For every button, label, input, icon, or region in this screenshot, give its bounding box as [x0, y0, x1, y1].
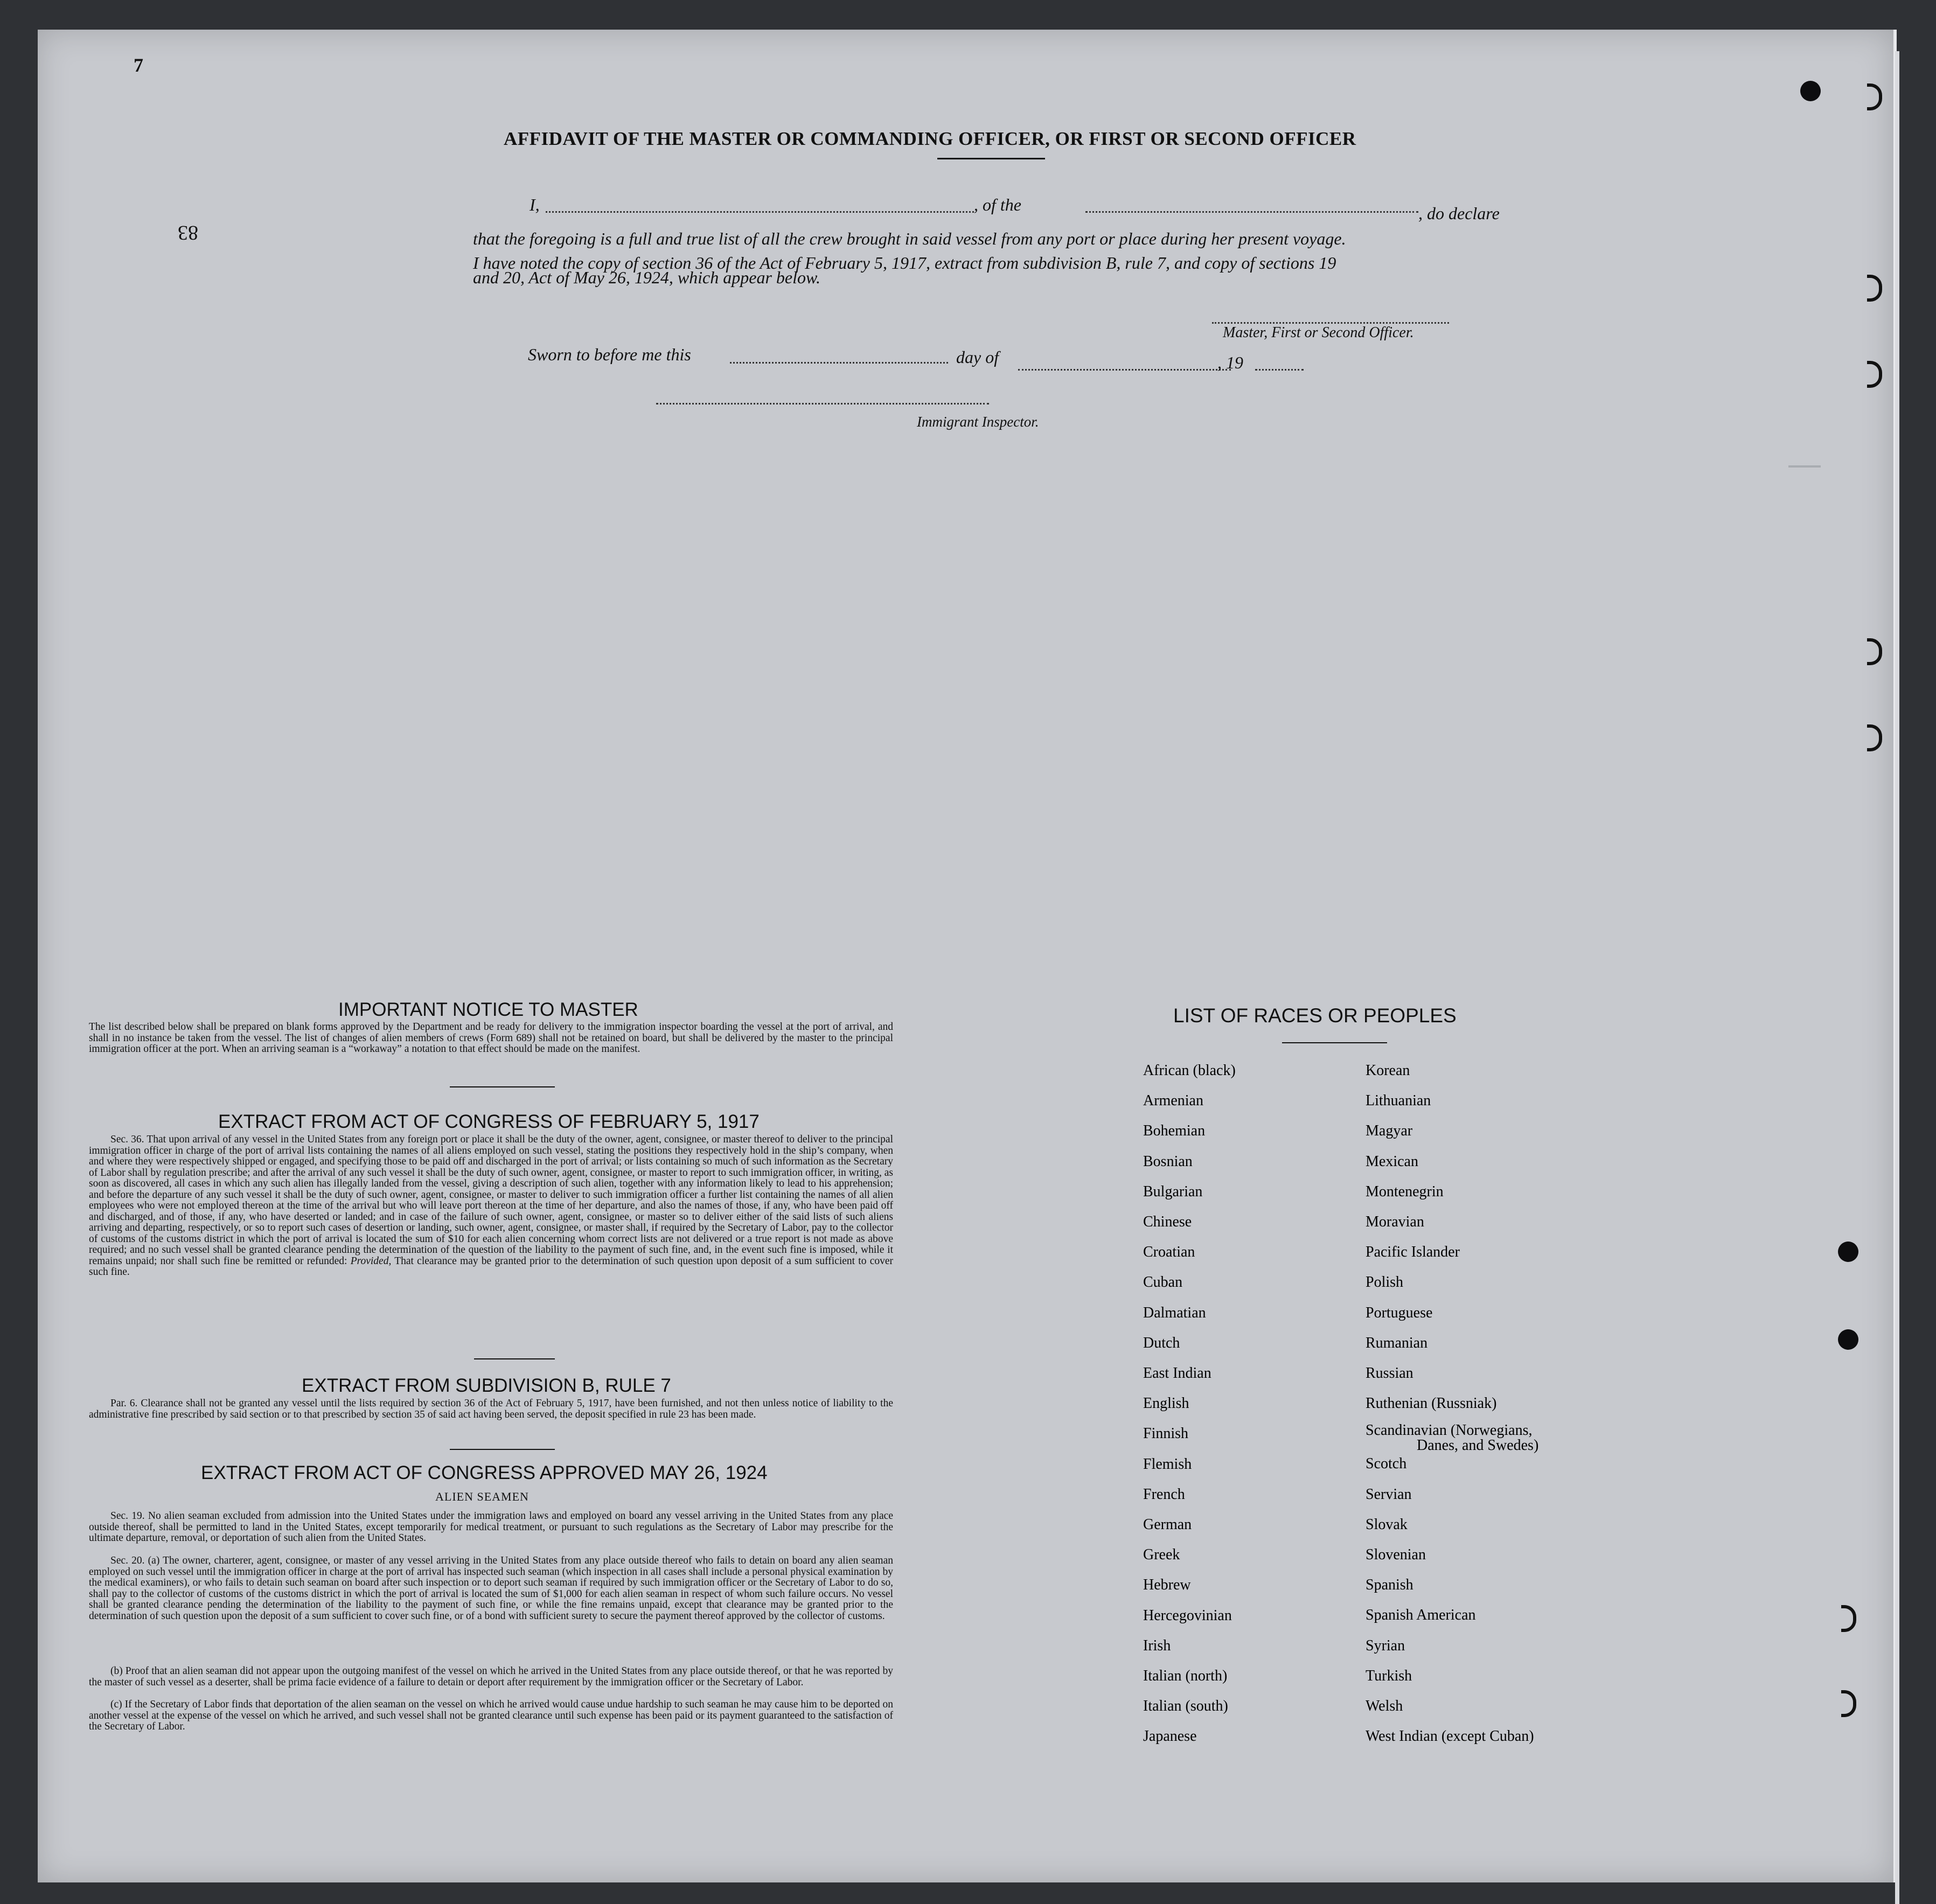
- rule7-heading: EXTRACT FROM SUBDIVISION B, RULE 7: [302, 1375, 671, 1396]
- year-label: , 19: [1217, 353, 1243, 372]
- race-item: Pacific Islander: [1366, 1244, 1460, 1261]
- race-item: Hebrew: [1143, 1577, 1191, 1594]
- extract-1917-heading: EXTRACT FROM ACT OF CONGRESS OF FEBRUARY 5, 1917: [218, 1111, 760, 1132]
- race-item: West Indian (except Cuban): [1366, 1728, 1534, 1745]
- race-item: Bulgarian: [1143, 1183, 1203, 1200]
- race-item: Portuguese: [1366, 1304, 1433, 1321]
- sec-20c-body: (c) If the Secretary of Labor finds that deportation of the alien seaman on the vessel on which he arrived would cause undue hardship to such seaman he may cause him to be deported on another vessel at the expense of the vessel on which he arrived, and such vessel shall not be granted clearance until such expense has been paid or its payment guaranteed to the satisfaction of the Secretary of Labor.: [89, 1699, 893, 1732]
- race-item: Italian (south): [1143, 1698, 1228, 1715]
- notice-body: The list described below shall be prepared on blank forms approved by the Department and be ready for delivery to the immigration inspector boarding the vessel at the port of arrival, and shall in no instance be taken from the vessel. The list of changes of alien members of crews (Form 689) shall not be retained on board, but shall be delivered by the master to the principal immigration officer at the port. When an arriving seaman is a “workaway” a notation to that effect should be made on the manifest.: [89, 1021, 893, 1055]
- affidavit-of-the: , of the: [974, 195, 1021, 214]
- proviso-label: Provided,: [350, 1255, 392, 1267]
- affidavit-i: I,: [530, 195, 540, 214]
- race-item: Welsh: [1366, 1698, 1403, 1715]
- race-item: Dalmatian: [1143, 1304, 1206, 1321]
- race-item: Moravian: [1366, 1213, 1424, 1231]
- races-column-1: [1143, 1056, 1236, 1752]
- race-item: Bohemian: [1143, 1122, 1206, 1140]
- race-item: Greek: [1143, 1546, 1180, 1564]
- month-field[interactable]: [1018, 369, 1231, 371]
- extract-1924-heading: EXTRACT FROM ACT OF CONGRESS APPROVED MAY 26, 1924: [201, 1462, 768, 1483]
- race-item-continuation: Danes, and Swedes): [1417, 1437, 1539, 1454]
- race-item: Rumanian: [1366, 1334, 1428, 1351]
- signature-field[interactable]: [1212, 322, 1449, 324]
- race-item: East Indian: [1143, 1365, 1211, 1382]
- race-item: English: [1143, 1395, 1189, 1412]
- race-item: Hercegovinian: [1143, 1607, 1232, 1624]
- race-item: Polish: [1366, 1274, 1404, 1291]
- race-item: African (black): [1143, 1062, 1236, 1079]
- race-item: Korean: [1366, 1062, 1410, 1079]
- races-column-2: [1366, 1056, 1538, 1752]
- race-item: Italian (north): [1143, 1668, 1228, 1685]
- affidavit-line2: that the foregoing is a full and true list of all the crew brought in said vessel from any port or place during her present voyage.: [473, 229, 1346, 248]
- binder-hole: [1800, 81, 1821, 101]
- race-item: Syrian: [1366, 1637, 1405, 1654]
- margin-mark: 7: [134, 54, 143, 76]
- race-item: Ruthenian (Russniak): [1366, 1395, 1497, 1412]
- sec-19-body: Sec. 19. No alien seaman excluded from admission into the United States under the immigration laws and employed on board any vessel arriving in the United States from any place outside thereof, shall be permitted to land in the United States, except temporarily for medical treatment, or pursuant to such regulations as the Secretary of Labor may prescribe for the ultimate departure, removal, or deportation of such alien from the United States.: [89, 1510, 893, 1544]
- affidavit-declare: , do declare: [1418, 204, 1500, 223]
- notice-heading: IMPORTANT NOTICE TO MASTER: [338, 999, 638, 1020]
- alien-seamen-subheading: ALIEN SEAMEN: [435, 1490, 529, 1503]
- day-field[interactable]: [730, 362, 948, 364]
- race-item: Finnish: [1143, 1425, 1189, 1442]
- sec-20a-body: Sec. 20. (a) The owner, charterer, agent, consignee, or master of any vessel arriving in the United States from any place outside thereof who fails to detain on board any alien seaman employed on such vessel until the immigration officer in charge at the port of arrival has inspected such seaman (which inspection in all cases shall include a personal physical examination by the medical examiners), or who fails to detain such seaman on board after such inspection or to deport such seaman if required by such immigration officer or the Secretary of Labor to do so, shall pay to the collector of customs of the customs district in which the port of arrival is located the sum of $1,000 for each alien seaman in respect of whom such failure occurs. No vessel shall be granted clearance pending the determination of the liability to the payment of such fine, or while the fine remains unpaid, except that clearance may be granted prior to the determination of such question upon the deposit of a sum sufficient to cover such fine, or of a bond with sufficient surety to secure the payment thereof approved by the collector of customs.: [89, 1555, 893, 1622]
- race-item: Spanish: [1366, 1577, 1413, 1594]
- sec-20b-body: (b) Proof that an alien seaman did not appear upon the outgoing manifest of the vessel on which he arrived in the United States from any place outside thereof, or that he was reported by the master of such vessel as a deserter, shall be prima facie evidence of a failure to detain or deport after requirement by the immigration officer or the Secretary of Labor.: [89, 1665, 893, 1688]
- inspector-field[interactable]: [656, 403, 989, 404]
- race-item: Cuban: [1143, 1274, 1183, 1291]
- race-item: Russian: [1366, 1365, 1413, 1382]
- section-rule: [474, 1358, 555, 1359]
- race-item: Armenian: [1143, 1092, 1203, 1110]
- race-item: Mexican: [1366, 1153, 1418, 1170]
- title-rule: [937, 158, 1045, 159]
- rule7-body: Par. 6. Clearance shall not be granted any vessel until the lists required by section 36 of the Act of February 5, 1917, have been furnished, and not then unless notice of liability to the administrative fine prescribed by said section or to that prescribed by section 35 of said act having been served, the deposit specified in rule 23 has been made.: [89, 1398, 893, 1420]
- proviso-text: That clearance may be granted prior to the determination of such question upon deposit of a sum sufficient to cover such fine.: [89, 1255, 894, 1278]
- vessel-field[interactable]: [1085, 211, 1418, 213]
- section-rule: [450, 1086, 555, 1087]
- race-item: Lithuanian: [1366, 1092, 1431, 1110]
- binder-hole: [1838, 1242, 1858, 1262]
- race-item: Bosnian: [1143, 1153, 1193, 1170]
- race-item: Chinese: [1143, 1213, 1192, 1231]
- race-item: Flemish: [1143, 1455, 1192, 1473]
- margin-number: 83: [178, 221, 198, 244]
- race-item: Slovak: [1366, 1516, 1408, 1533]
- races-heading: LIST OF RACES OR PEOPLES: [1173, 1005, 1457, 1027]
- affidavit-line4: and 20, Act of May 26, 1924, which appear below.: [473, 268, 820, 287]
- extract-1917-body: [89, 1134, 893, 1278]
- race-item: Dutch: [1143, 1334, 1180, 1351]
- race-item: Magyar: [1366, 1122, 1413, 1140]
- section-rule: [450, 1449, 555, 1450]
- page-edge: [1895, 51, 1899, 1904]
- race-item: Irish: [1143, 1637, 1171, 1654]
- race-item: German: [1143, 1516, 1192, 1533]
- year-field[interactable]: [1255, 369, 1304, 371]
- bleed-through-marks: [1788, 447, 1821, 486]
- race-item: Croatian: [1143, 1244, 1195, 1261]
- race-item: French: [1143, 1485, 1185, 1503]
- name-field[interactable]: [546, 211, 974, 213]
- sec-36-text: That upon arrival of any vessel in the United States from any foreign port or place it shall be the duty of the owner, agent, consignee, or master thereof to deliver to the principal immigration officer in charge of the port of arrival lists containing the names of all aliens employed on such vessel, stating the positions they respectively hold in the ship’s company, when and where they were respectively shipped or engaged, and specifying those to be paid off and discharged in the port of arrival; or lists containing so much of such information as the Secretary of Labor shall by regulation prescribe; and after the arrival of any such vessel it shall be the duty of such owner, agent, consignee, or master to report to such immigration officer, in writing, as soon as discovered, all cases in which any such alien has illegally landed from the vessel, giving a description of such alien, together with any information likely to lead to his apprehension; and before the departure of any such vessel it shall be the duty of such owner, agent, consignee, or master to deliver to such immigration officer a further list containing the names of all alien employees who were not employed thereon at the time of the arrival but who will leave port thereon at the time of her departure, and also the names of those, if any, who have been paid off and discharged, and of those, if any, who have deserted or landed; and in case of the failure of such owner, agent, consignee, or master so to deliver either of the said lists of such aliens arriving and departing, respectively, or so to report such cases of desertion or landing, such owner, agent, consignee, or master shall, if required by the Secretary of Labor, pay to the collector of customs of the customs district in which the port of arrival is located the sum of $10 for each alien concerning whom correct lists are not delivered or a true report is not made as above required; and no such vessel shall be granted clearance pending the determination of the question of the liability to the payment of such fine, and, in the event such fine is imposed, while it remains unpaid; nor shall such fine be remitted or refunded:: [89, 1134, 894, 1267]
- sec-36-label: Sec. 36.: [110, 1134, 144, 1145]
- race-item: Spanish American: [1366, 1607, 1476, 1624]
- race-item: Turkish: [1366, 1667, 1412, 1684]
- affidavit-line3: I have noted the copy of section 36 of the Act of February 5, 1917, extract from subdivision B, rule 7, and copy of sections 19: [473, 253, 1336, 273]
- race-item: Japanese: [1143, 1728, 1197, 1745]
- race-item: Montenegrin: [1366, 1183, 1444, 1200]
- master-caption: Master, First or Second Officer.: [1223, 324, 1414, 341]
- race-item: Servian: [1366, 1485, 1412, 1503]
- races-rule: [1282, 1042, 1387, 1043]
- inspector-caption: Immigrant Inspector.: [917, 414, 1039, 430]
- race-item: Scotch: [1366, 1455, 1407, 1473]
- race-item: Scandinavian (Norwegians, Danes, and Swedes): [1366, 1422, 1539, 1454]
- race-item: Slovenian: [1366, 1546, 1426, 1564]
- sworn-label: Sworn to before me this: [528, 345, 691, 364]
- day-of-label: day of: [956, 347, 999, 367]
- affidavit-title: AFFIDAVIT OF THE MASTER OR COMMANDING OFFICER, OR FIRST OR SECOND OFFICER: [504, 128, 1356, 149]
- binder-hole: [1838, 1329, 1858, 1350]
